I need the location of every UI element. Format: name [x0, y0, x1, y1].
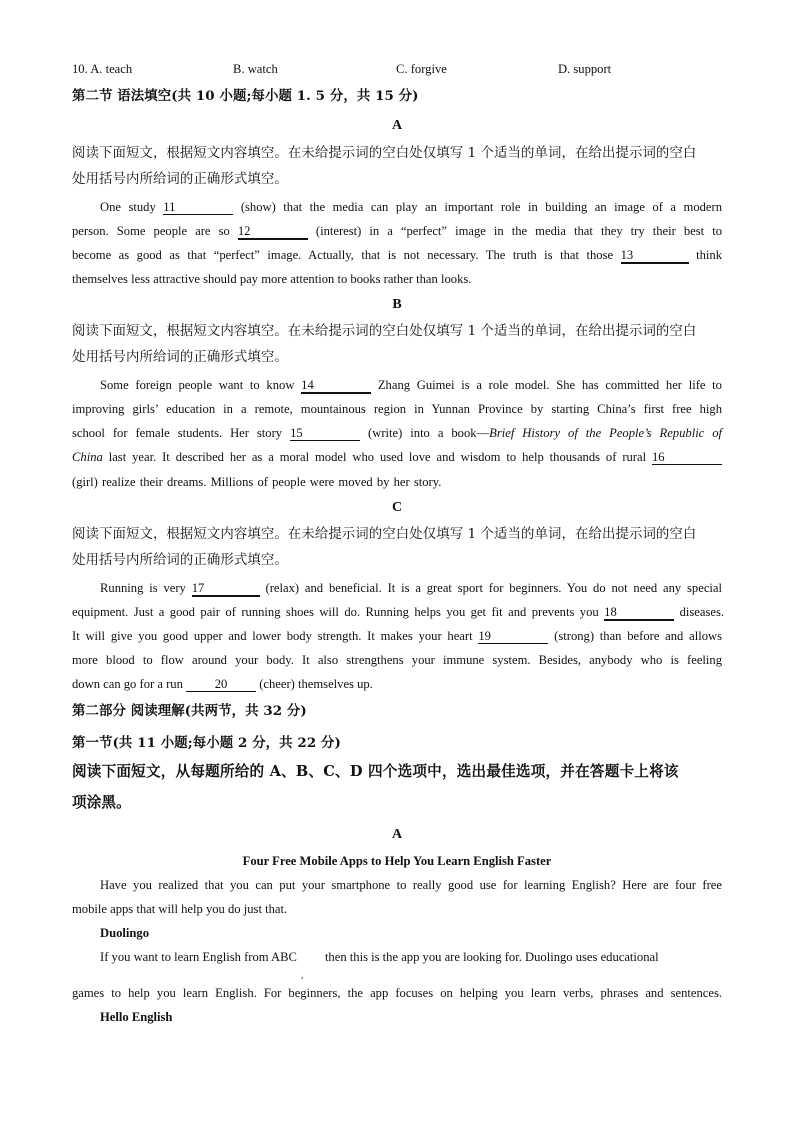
q10-option-b: B. watch	[233, 62, 278, 76]
text: then this is the app you are looking for. Duolingo uses educational	[324, 950, 659, 964]
text: equipment. Just a good pair of running shoes will do. Running helps you get fit and prevents you	[72, 605, 599, 619]
text: (write) into a book—	[368, 426, 490, 440]
reading-a-title: Four Free Mobile Apps to Help You Learn English Faster	[242, 854, 552, 868]
text: One study	[100, 200, 156, 214]
blank-17[interactable]: 17	[192, 582, 260, 597]
reading-a-p1-line2: mobile apps that will help you do just that.	[72, 902, 288, 916]
text: diseases.	[679, 605, 724, 619]
passage-c-line4: more blood to flow around your body. It also strengthens your immune system. Besides, anybody who is feeling	[72, 653, 722, 667]
passage-b-line2: improving girls’ education in a remote, mountainous region in Yunnan Province by starting China’s first free high	[72, 402, 722, 416]
instruction-a-line2: 处用括号内所给词的正确形式填空。	[72, 172, 288, 187]
passage-b-letter: B	[392, 297, 402, 312]
blank-16[interactable]: 16	[652, 451, 722, 465]
passage-a-line3	[72, 247, 722, 264]
q10-option-c: C. forgive	[396, 62, 447, 76]
text: (cheer) themselves up.	[259, 677, 373, 691]
text: school for female students. Her story	[72, 426, 283, 440]
reading-a-p2-line1: If you want to learn English from ABC , then this is the app you are looking for. Duolingo uses educational	[100, 950, 659, 980]
instruction-c-line1: 阅读下面短文，根据短文内容填空。在未给提示词的空白处仅填写 1 个适当的单词，在给出提示词的空白	[72, 527, 697, 542]
passage-b-line4	[72, 449, 722, 465]
blank-11[interactable]: 11	[163, 201, 233, 215]
text: Running is very	[100, 581, 186, 595]
passage-a-line2	[72, 223, 722, 240]
passage-c-line1	[100, 580, 722, 597]
passage-a-letter: A	[391, 118, 403, 133]
text: become as good as that “perfect” image. Actually, that is not necessary. The truth is that those	[72, 248, 614, 262]
section2-heading: 第二节 语法填空(共 10 小题;每小题 1. 5 分，共 15 分)	[72, 88, 419, 104]
passage-c-letter: C	[391, 500, 403, 515]
reading-a-p1-line1: Have you realized that you can put your smartphone to really good use for learning English? Here are four free	[100, 878, 722, 892]
blank-18[interactable]: 18	[604, 606, 674, 621]
blank-13[interactable]: 13	[621, 249, 689, 264]
passage-a-line4: themselves less attractive should pay more attention to books rather than looks.	[72, 272, 472, 286]
instruction-a-line1: 阅读下面短文，根据短文内容填空。在未给提示词的空白处仅填写 1 个适当的单词，在给出提示词的空白	[72, 146, 697, 161]
text: last year. It described her as a moral model who used love and wisdom to help thousands of rural	[108, 450, 647, 464]
reading-a-p2-line2: games to help you learn English. For beginners, the app focuses on helping you learn verbs, phrases and sentences.	[72, 986, 722, 1000]
text: person. Some people are so	[72, 224, 230, 238]
blank-19[interactable]: 19	[478, 630, 548, 644]
text: down can go for a run	[72, 677, 183, 691]
instruction-b-line2: 处用括号内所给词的正确形式填空。	[72, 350, 288, 365]
book-title-part2: China	[72, 450, 103, 464]
book-title-part1: Brief History of the People’s Republic of	[489, 426, 723, 440]
q10-option-a: 10. A. teach	[72, 62, 133, 76]
part2-section1-heading: 第一节(共 11 小题;每小题 2 分，共 22 分)	[72, 735, 341, 751]
blank-12[interactable]: 12	[238, 225, 308, 240]
blank-15[interactable]: 15	[290, 427, 360, 441]
blank-20[interactable]: 20	[186, 678, 256, 692]
part2-heading: 第二部分 阅读理解(共两节，共 32 分)	[72, 703, 307, 719]
text: (strong) than before and allows	[554, 629, 723, 643]
app-heading-hello-english: Hello English	[100, 1010, 173, 1024]
passage-b-line3	[72, 425, 722, 441]
text: think	[696, 248, 722, 262]
reading-instruction-line2: 项涂黑。	[72, 794, 131, 811]
passage-c-line5	[72, 676, 722, 692]
passage-c-line3	[72, 628, 722, 644]
text: (show) that the media can play an important role in building an image of a modern	[240, 200, 722, 214]
reading-instruction-line1: 阅读下面短文，从每题所给的 A、B、C、D 四个选项中，选出最佳选项，并在答题卡上将该	[72, 763, 679, 780]
text: (interest) in a “perfect” image in the media that they try their best to	[315, 224, 722, 238]
text: Zhang Guimei is a role model. She has committed her life to	[377, 378, 722, 392]
passage-b-line1	[100, 377, 722, 394]
instruction-c-line2: 处用括号内所给词的正确形式填空。	[72, 553, 288, 568]
text: If you want to learn English from ABC	[100, 950, 297, 964]
text: It will give you good upper and lower body strength. It makes your heart	[72, 629, 473, 643]
passage-c-line2	[72, 604, 724, 621]
reading-a-letter: A	[391, 827, 403, 842]
q10-option-d: D. support	[558, 62, 612, 76]
text: Some foreign people want to know	[100, 378, 295, 392]
passage-b-line5: (girl) realize their dreams. Millions of people were moved by her story.	[72, 475, 442, 489]
app-heading-duolingo: Duolingo	[100, 926, 149, 940]
blank-14[interactable]: 14	[301, 379, 371, 394]
passage-a-line1	[100, 199, 722, 215]
instruction-b-line1: 阅读下面短文，根据短文内容填空。在未给提示词的空白处仅填写 1 个适当的单词，在给出提示词的空白	[72, 324, 697, 339]
text: (relax) and beneficial. It is a great sport for beginners. You do not need any special	[265, 581, 722, 595]
